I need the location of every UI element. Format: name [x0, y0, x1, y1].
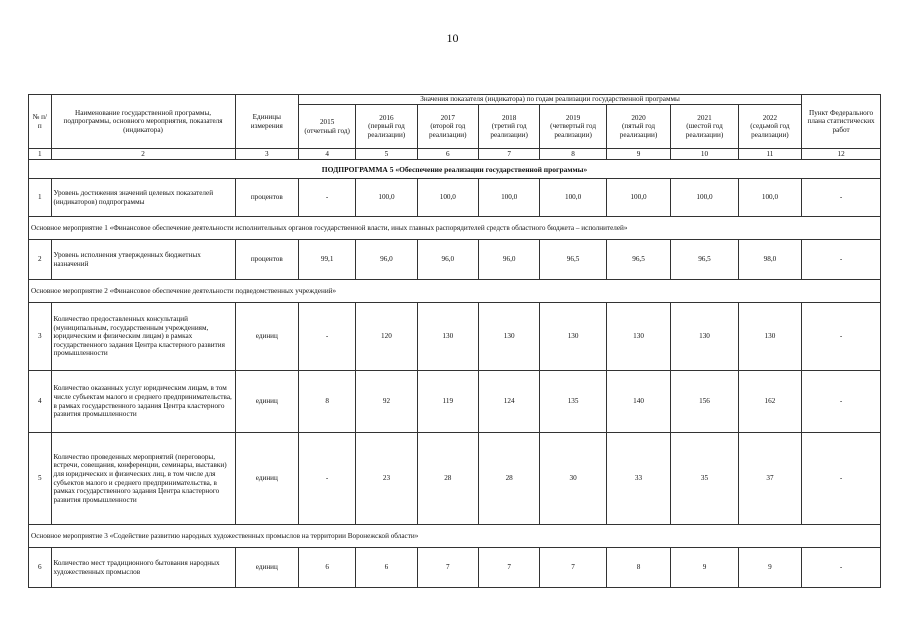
value-cell: 100,0 [417, 179, 478, 217]
value-cell: 130 [540, 303, 606, 371]
value-cell: 156 [671, 371, 739, 433]
column-number: 10 [671, 149, 739, 160]
value-cell: 23 [356, 433, 417, 525]
column-number: 7 [478, 149, 539, 160]
table-row [29, 303, 881, 371]
header-year: 2019 (четвертый год реализации) [540, 105, 606, 149]
subprogram-title: ПОДПРОГРАММА 5 «Обеспечение реализации государственной программы» [29, 160, 881, 179]
section-row [29, 217, 881, 240]
indicator-name: Уровень исполнения утвержденных бюджетных назначений [51, 240, 235, 280]
header-name: Наименование государственной программы, подпрограммы, основного мероприятия, показателя (индикатора) [51, 95, 235, 149]
section-title: Основное мероприятие 2 «Финансовое обеспечение деятельности подведомственных учреждений» [29, 280, 881, 303]
row-number: 4 [29, 371, 52, 433]
indicator-name: Уровень достижения значений целевых показателей (индикаторов) подпрограммы [51, 179, 235, 217]
value-cell: 124 [478, 371, 539, 433]
header-plan: Пункт Федерального плана статистических работ [802, 95, 881, 149]
value-cell: 120 [356, 303, 417, 371]
plan-cell: - [802, 548, 881, 588]
row-number: 3 [29, 303, 52, 371]
table-row [29, 548, 881, 588]
value-cell: 100,0 [606, 179, 670, 217]
column-number: 6 [417, 149, 478, 160]
value-cell: 28 [417, 433, 478, 525]
value-cell: 92 [356, 371, 417, 433]
unit-cell: процентов [235, 179, 298, 217]
column-number: 8 [540, 149, 606, 160]
column-numbers-row [29, 149, 881, 160]
section-title: Основное мероприятие 1 «Финансовое обеспечение деятельности исполнительных органов государственной власти, иных главных распорядителей средств областного бюджета – исполнителей» [29, 217, 881, 240]
unit-cell: единиц [235, 371, 298, 433]
value-cell: 96,0 [356, 240, 417, 280]
unit-cell: единиц [235, 548, 298, 588]
indicator-name: Количество предоставленных консультаций (муниципальным, государственным учреждениям, юридическим и физическим лицам) в рамках государственного задания Центра кластерного развития промышленности [51, 303, 235, 371]
table-row [29, 240, 881, 280]
row-number: 2 [29, 240, 52, 280]
value-cell: 37 [738, 433, 801, 525]
header-row-top [29, 95, 881, 105]
section-title: Основное мероприятие 3 «Содействие развитию народных художественных промыслов на территории Воронежской области» [29, 525, 881, 548]
value-cell: 100,0 [356, 179, 417, 217]
value-cell: 100,0 [478, 179, 539, 217]
unit-cell: процентов [235, 240, 298, 280]
value-cell: - [299, 433, 356, 525]
value-cell: 8 [299, 371, 356, 433]
value-cell: 140 [606, 371, 670, 433]
subprogram-row [29, 160, 881, 179]
value-cell: 99,1 [299, 240, 356, 280]
table-row [29, 179, 881, 217]
value-cell: 96,5 [671, 240, 739, 280]
indicator-name: Количество проведенных мероприятий (переговоры, встречи, совещания, конференции, семинары, выставки) для юридических и физических лиц, в том числе для субъектов малого и среднего предпринимательства, в рамках государственного задания Центра кластерного развития промышленности [51, 433, 235, 525]
value-cell: 100,0 [540, 179, 606, 217]
header-values: Значения показателя (индикатора) по годам реализации государственной программы [299, 95, 802, 105]
value-cell: 96,5 [606, 240, 670, 280]
header-year: 2015 (отчетный год) [299, 105, 356, 149]
value-cell: 96,0 [478, 240, 539, 280]
value-cell: 7 [478, 548, 539, 588]
plan-cell: - [802, 240, 881, 280]
value-cell: 96,0 [417, 240, 478, 280]
table-row [29, 433, 881, 525]
value-cell: 6 [356, 548, 417, 588]
value-cell: 28 [478, 433, 539, 525]
row-number: 6 [29, 548, 52, 588]
indicators-table [28, 94, 881, 588]
unit-cell: единиц [235, 303, 298, 371]
header-year: 2016 (первый год реализации) [356, 105, 417, 149]
value-cell: 100,0 [738, 179, 801, 217]
header-num: № п/п [29, 95, 52, 149]
row-number: 5 [29, 433, 52, 525]
column-number: 2 [51, 149, 235, 160]
value-cell: 35 [671, 433, 739, 525]
plan-cell: - [802, 179, 881, 217]
value-cell: 130 [606, 303, 670, 371]
value-cell: 30 [540, 433, 606, 525]
value-cell: 130 [738, 303, 801, 371]
value-cell: 33 [606, 433, 670, 525]
value-cell: 7 [417, 548, 478, 588]
value-cell: - [299, 179, 356, 217]
column-number: 9 [606, 149, 670, 160]
value-cell: 98,0 [738, 240, 801, 280]
table-row [29, 371, 881, 433]
unit-cell: единиц [235, 433, 298, 525]
header-year: 2018 (третий год реализации) [478, 105, 539, 149]
value-cell: 6 [299, 548, 356, 588]
column-number: 1 [29, 149, 52, 160]
indicator-name: Количество оказанных услуг юридическим лицам, в том числе субъектам малого и среднего предпринимательства, в рамках государственного задания Центра кластерного развития промышленности [51, 371, 235, 433]
value-cell: 130 [478, 303, 539, 371]
value-cell: - [299, 303, 356, 371]
value-cell: 9 [738, 548, 801, 588]
value-cell: 96,5 [540, 240, 606, 280]
value-cell: 162 [738, 371, 801, 433]
indicator-name: Количество мест традиционного бытования народных художественных промыслов [51, 548, 235, 588]
section-row [29, 280, 881, 303]
plan-cell: - [802, 433, 881, 525]
column-number: 11 [738, 149, 801, 160]
value-cell: 100,0 [671, 179, 739, 217]
value-cell: 119 [417, 371, 478, 433]
plan-cell: - [802, 371, 881, 433]
header-unit: Единицы измерения [235, 95, 298, 149]
page-number: 10 [446, 31, 459, 45]
section-row [29, 525, 881, 548]
column-number: 12 [802, 149, 881, 160]
value-cell: 8 [606, 548, 670, 588]
value-cell: 9 [671, 548, 739, 588]
column-number: 4 [299, 149, 356, 160]
value-cell: 130 [671, 303, 739, 371]
header-year: 2020 (пятый год реализации) [606, 105, 670, 149]
header-year: 2021 (шестой год реализации) [671, 105, 739, 149]
column-number: 5 [356, 149, 417, 160]
plan-cell: - [802, 303, 881, 371]
row-number: 1 [29, 179, 52, 217]
header-year: 2017 (второй год реализации) [417, 105, 478, 149]
value-cell: 135 [540, 371, 606, 433]
column-number: 3 [235, 149, 298, 160]
header-year: 2022 (седьмой год реализации) [738, 105, 801, 149]
value-cell: 7 [540, 548, 606, 588]
value-cell: 130 [417, 303, 478, 371]
